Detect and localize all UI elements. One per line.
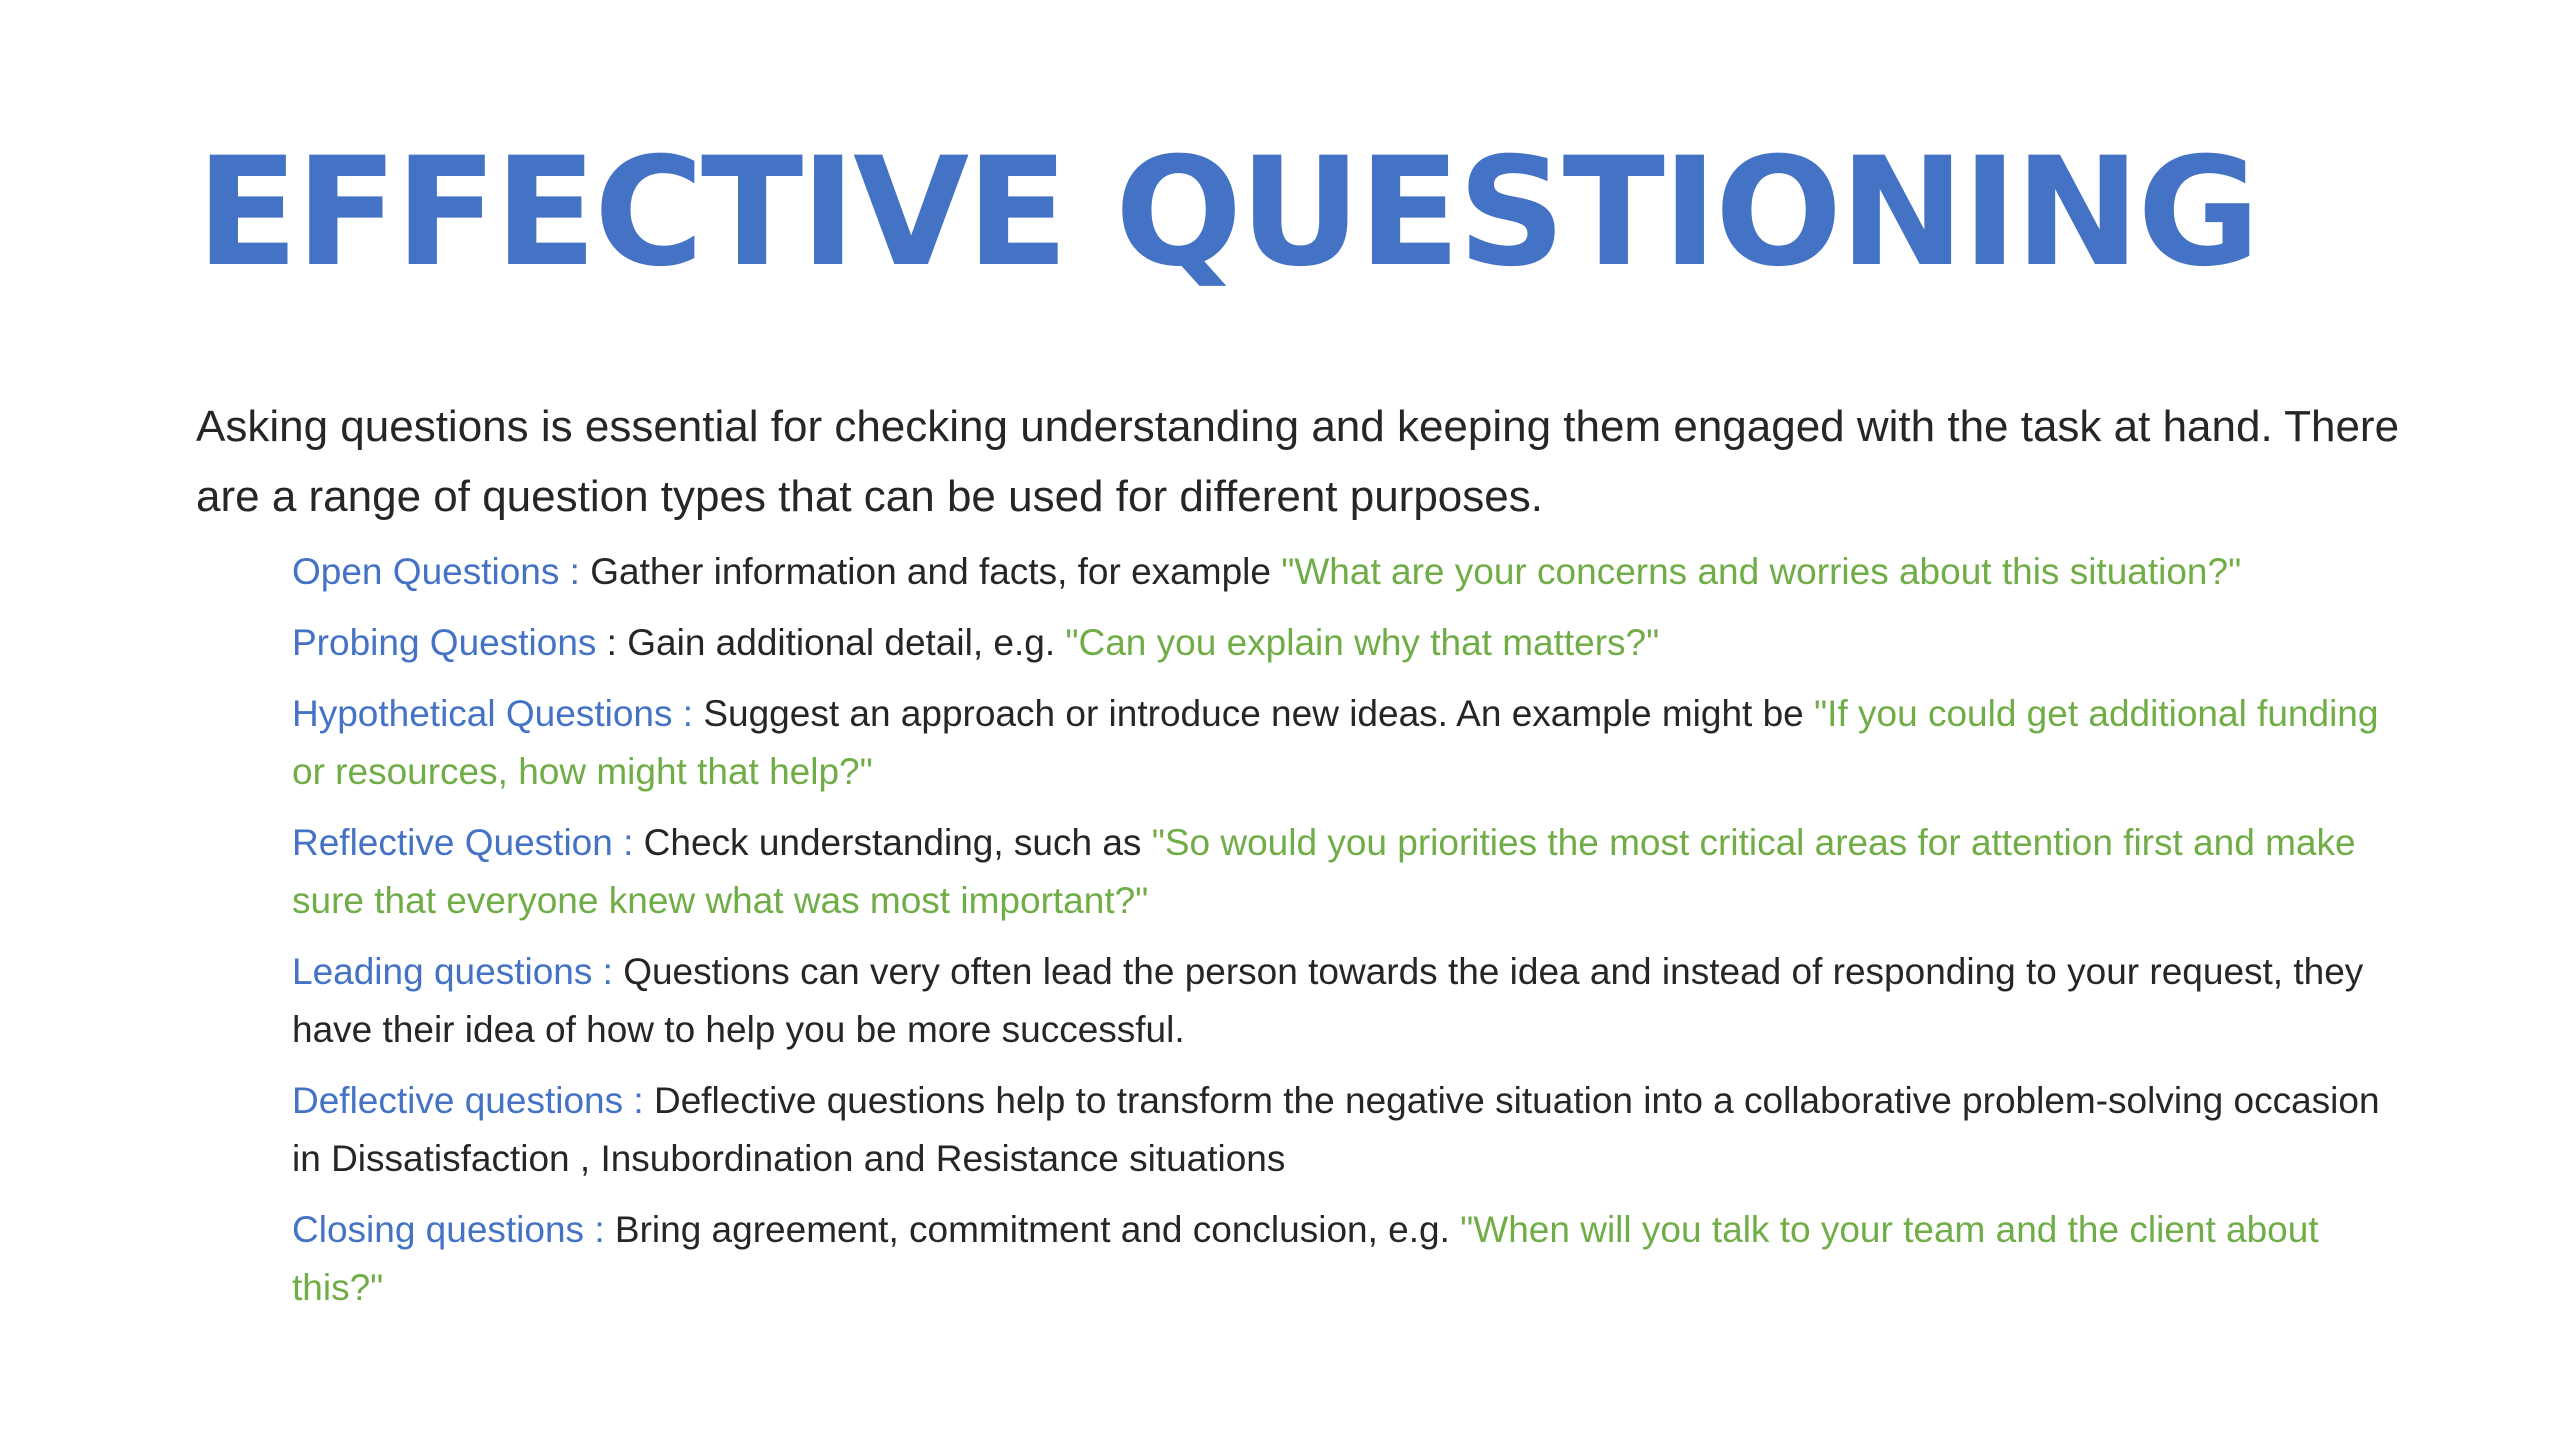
- question-description: Gather information and facts, for example: [579, 551, 1282, 592]
- question-description: : Gain additional detail, e.g.: [596, 622, 1066, 663]
- question-term: Deflective questions :: [292, 1080, 644, 1121]
- question-description: Bring agreement, commitment and conclusion, e.g.: [604, 1209, 1461, 1250]
- question-example: "What are your concerns and worries about this situation?": [1281, 551, 2242, 592]
- question-description: Suggest an approach or introduce new ideas. An example might be: [693, 693, 1815, 734]
- question-term: Closing questions :: [292, 1209, 605, 1250]
- question-type-probing: [292, 614, 2402, 672]
- question-type-leading: [292, 943, 2402, 1059]
- question-term: Open Questions :: [292, 551, 580, 592]
- question-type-deflective: [292, 1072, 2402, 1188]
- question-description: Check understanding, such as: [633, 822, 1152, 863]
- question-term: Reflective Question :: [292, 822, 634, 863]
- slide-title: EFFECTIVE QUESTIONING: [196, 126, 2258, 300]
- question-types-list: [292, 543, 2402, 1330]
- question-description: Deflective questions help to transform the negative situation into a collaborative problem-solving occasion in Dissatisfaction , Insubordination and Resistance situations: [292, 1080, 2380, 1179]
- question-example: "Can you explain why that matters?": [1065, 622, 1660, 663]
- intro-paragraph: Asking questions is essential for checking understanding and keeping them engaged with the task at hand. There are a range of question types that can be used for different purposes.: [196, 402, 2400, 521]
- question-example: "If you could get additional funding or resources, how might that help?": [292, 693, 2379, 792]
- question-type-closing: [292, 1201, 2402, 1317]
- question-type-hypothetical: [292, 685, 2402, 801]
- question-example: "When will you talk to your team and the client about this?": [292, 1209, 2319, 1308]
- question-example: "So would you priorities the most critical areas for attention first and make sure that everyone knew what was most important?": [292, 822, 2356, 921]
- question-term: Hypothetical Questions :: [292, 693, 694, 734]
- question-type-reflective: [292, 814, 2402, 930]
- question-term: Probing Questions: [292, 622, 597, 663]
- question-type-open: [292, 543, 2402, 601]
- question-term: Leading questions :: [292, 951, 613, 992]
- question-description: Questions can very often lead the person towards the idea and instead of responding to your request, they have their idea of how to help you be more successful.: [292, 951, 2364, 1050]
